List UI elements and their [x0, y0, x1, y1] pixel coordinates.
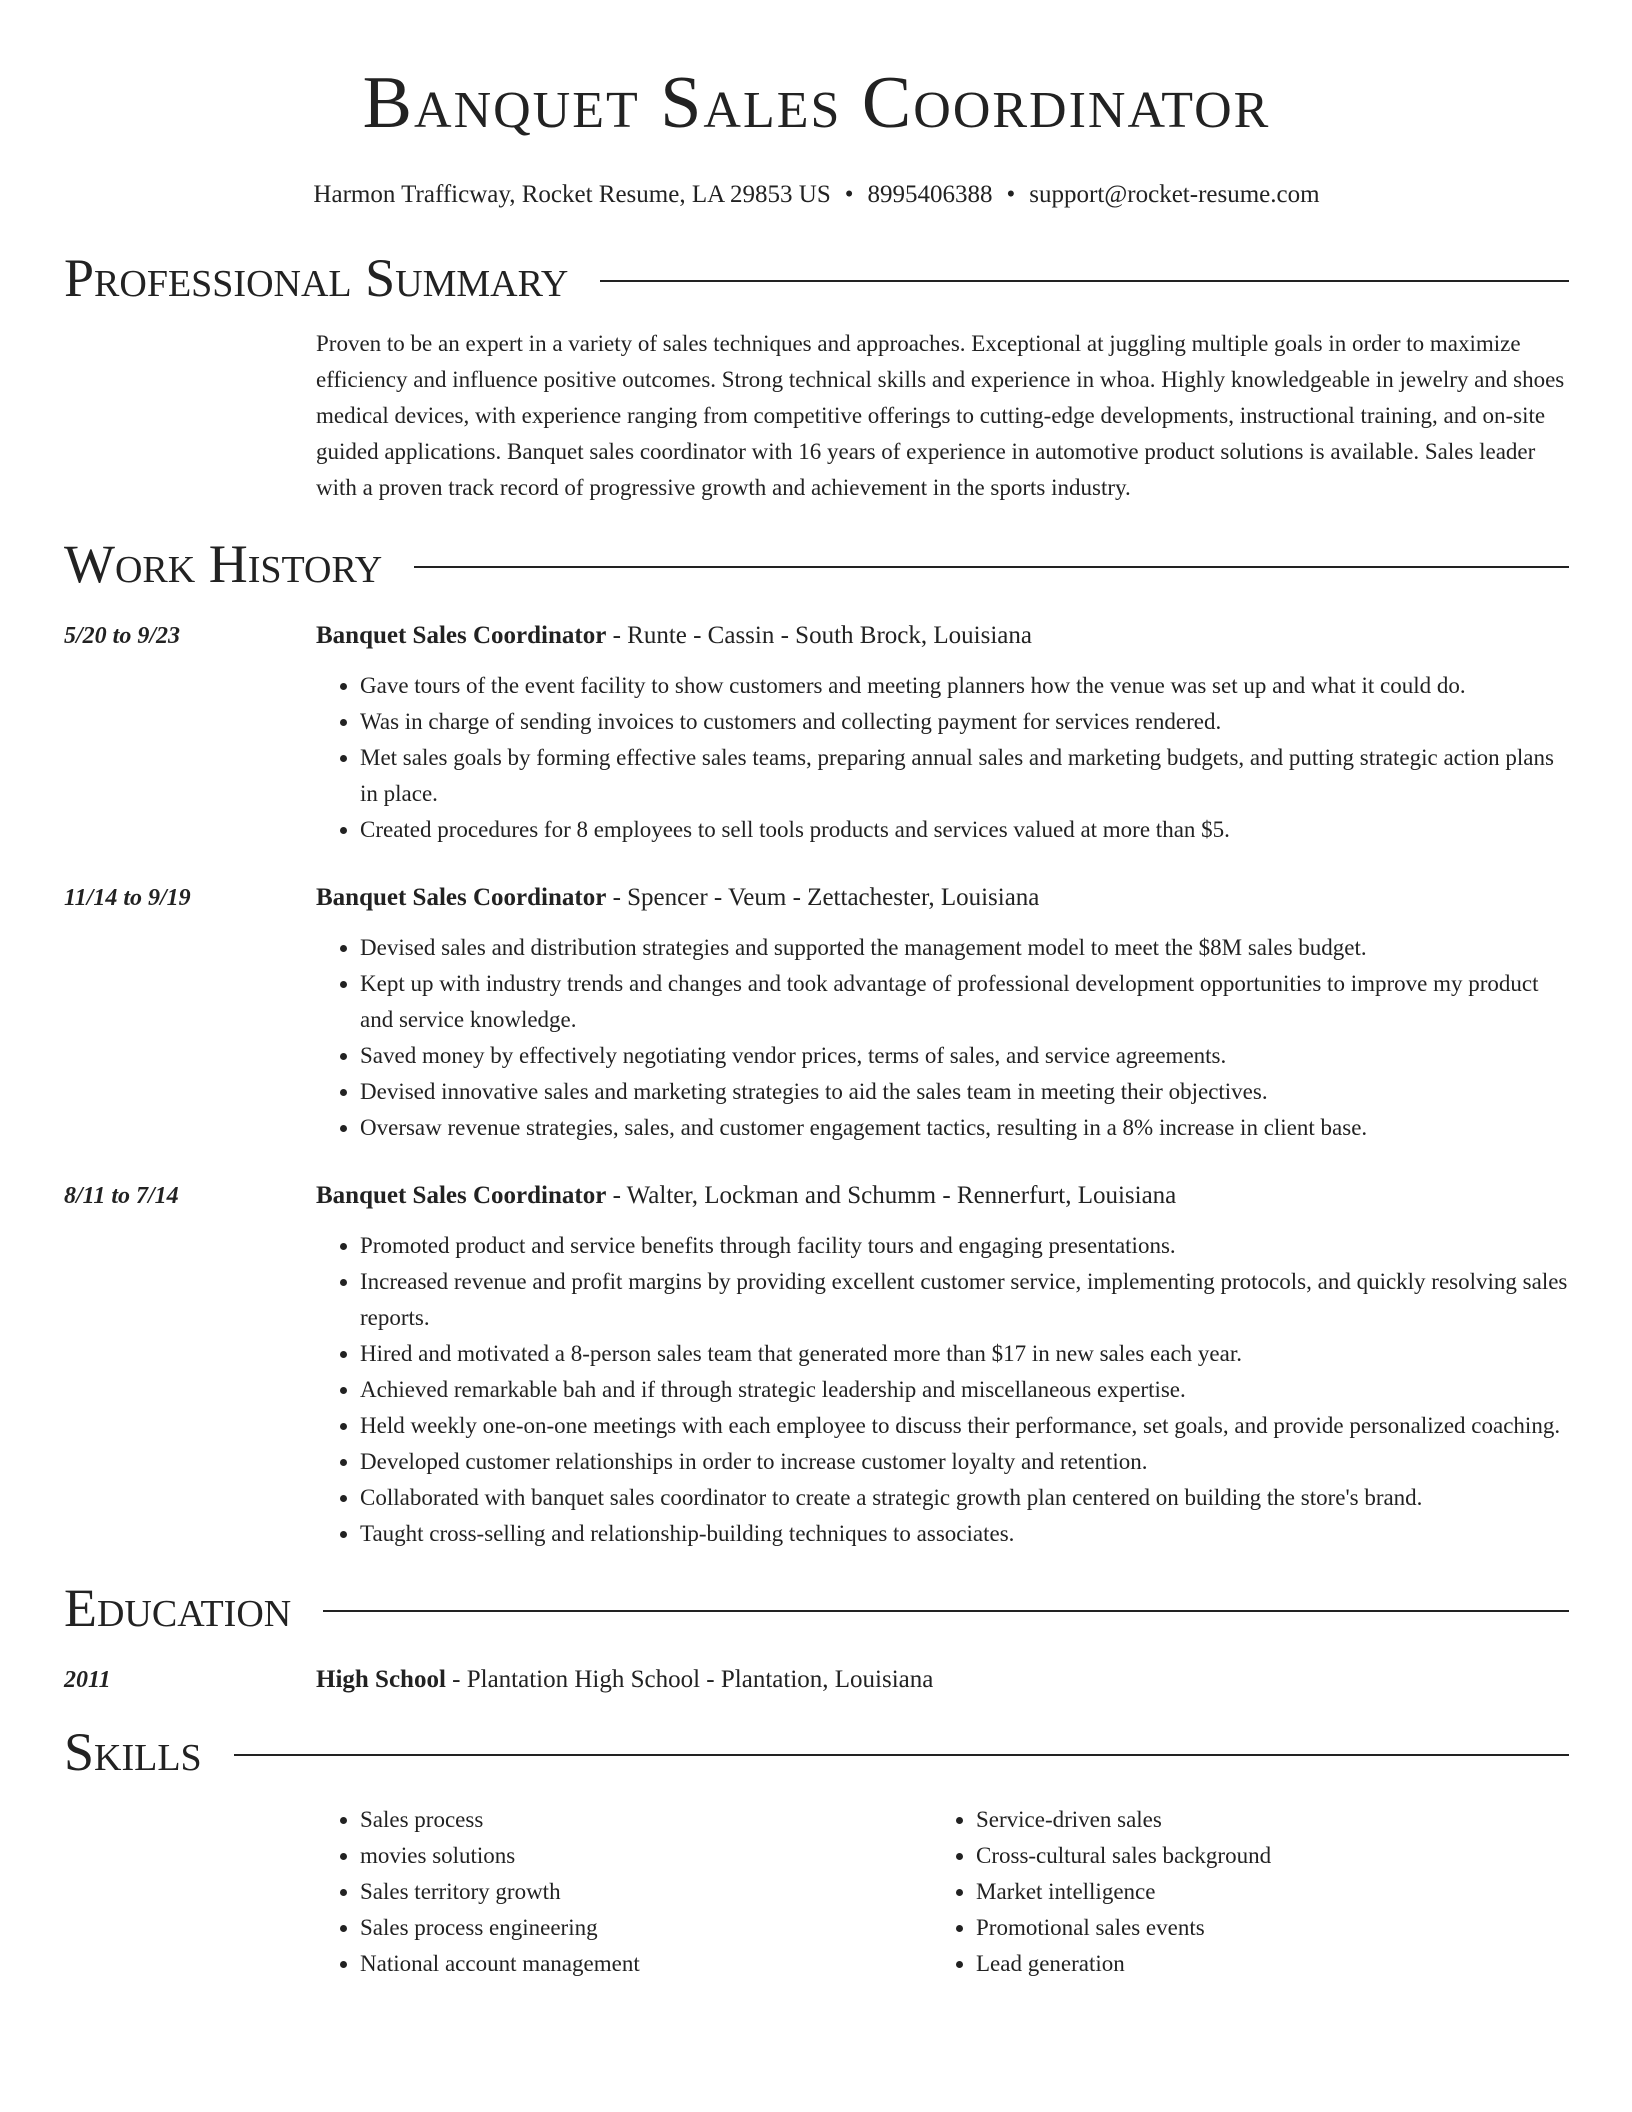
- contact-separator: •: [1006, 181, 1016, 208]
- skill-item: • Sales territory growth: [360, 1874, 932, 1910]
- job-bullets: [316, 668, 1569, 848]
- job-bullet: • Increased revenue and profit margins by providing excellent customer service, implementing protocols, and quickly resolving sales reports.: [360, 1264, 1569, 1336]
- job-dates: 11/14 to 9/19: [64, 885, 191, 911]
- contact-phone: 8995406388: [867, 181, 993, 208]
- skill-item: • Cross-cultural sales background: [976, 1838, 1271, 1874]
- job-entry: [64, 880, 1569, 1146]
- job-bullets: [316, 1228, 1569, 1552]
- skill-item: • National account management: [360, 1946, 932, 1982]
- job-bullet: • Achieved remarkable bah and if through strategic leadership and miscellaneous expertise.: [360, 1372, 1569, 1408]
- job-details: - Walter, Lockman and Schumm - Rennerfurt, Louisiana: [606, 1182, 1177, 1209]
- job-bullet: • Promoted product and service benefits through facility tours and engaging presentations.: [360, 1228, 1569, 1264]
- education-heading: Education: [64, 1578, 292, 1638]
- job-dates: 8/11 to 7/14: [64, 1183, 179, 1209]
- section-divider: [600, 280, 1569, 282]
- job-bullets: [316, 930, 1569, 1146]
- skill-item: • movies solutions: [360, 1838, 932, 1874]
- education-details: - Plantation High School - Plantation, Louisiana: [445, 1666, 934, 1693]
- job-bullet: • Met sales goals by forming effective sales teams, preparing annual sales and marketing budgets, and putting strategic action plans in place.: [360, 740, 1569, 812]
- job-details: - Spencer - Veum - Zettachester, Louisiana: [606, 884, 1040, 911]
- job-bullet: • Kept up with industry trends and changes and took advantage of professional development opportunities to improve my product and service knowledge.: [360, 966, 1569, 1038]
- job-dates: 5/20 to 9/23: [64, 623, 181, 649]
- section-divider: [323, 1610, 1569, 1612]
- job-body: [316, 880, 1569, 1146]
- job-title: Banquet Sales Coordinator: [316, 1182, 607, 1209]
- job-entry: [64, 1178, 1569, 1552]
- work-section-heading: [64, 532, 1569, 596]
- education-entry: [64, 1662, 1569, 1698]
- summary-text: Proven to be an expert in a variety of sales techniques and approaches. Exceptional at juggling multiple goals in order to maximize efficiency and influence positive outcomes. Strong technical skills and experience in whoa. Highly knowledgeable in jewelry and shoes medical devices, with experience ranging from competitive offerings to cutting-edge developments, instructional training, and on-site guided applications. Banquet sales coordinator with 16 years of experience in automotive product solutions is available. Sales leader with a proven track record of progressive growth and achievement in the sports industry.: [316, 331, 1565, 500]
- skill-item: • Promotional sales events: [976, 1910, 1271, 1946]
- summary-section-heading: [64, 246, 1569, 310]
- job-title-line: [316, 1178, 1569, 1214]
- skill-item: • Sales process: [360, 1802, 932, 1838]
- skill-item: • Sales process engineering: [360, 1910, 932, 1946]
- job-bullet: • Oversaw revenue strategies, sales, and customer engagement tactics, resulting in a 8% increase in client base.: [360, 1110, 1569, 1146]
- skills-column-right: [932, 1802, 1271, 1982]
- skills-column-left: [316, 1802, 932, 1982]
- education-section-heading: [64, 1576, 1569, 1640]
- education-body: [316, 1662, 1569, 1698]
- education-degree: High School: [316, 1666, 446, 1693]
- job-bullet: • Saved money by effectively negotiating vendor prices, terms of sales, and service agreements.: [360, 1038, 1569, 1074]
- section-divider: [414, 566, 1569, 568]
- summary-heading: Professional Summary: [64, 248, 569, 308]
- skills-list: [316, 1802, 1569, 1982]
- section-divider: [234, 1754, 1569, 1756]
- skill-item: • Lead generation: [976, 1946, 1271, 1982]
- job-details: - Runte - Cassin - South Brock, Louisiana: [606, 622, 1032, 649]
- education-year: 2011: [64, 1667, 111, 1693]
- skills-section-heading: [64, 1720, 1569, 1784]
- job-title-line: [316, 880, 1569, 916]
- skill-item: • Service-driven sales: [976, 1802, 1271, 1838]
- job-body: [316, 618, 1569, 848]
- job-bullet: • Developed customer relationships in order to increase customer loyalty and retention.: [360, 1444, 1569, 1480]
- job-bullet: • Collaborated with banquet sales coordinator to create a strategic growth plan centered on building the store's brand.: [360, 1480, 1569, 1516]
- candidate-name: Banquet Sales Coordinator: [362, 62, 1271, 144]
- skill-item: • Market intelligence: [976, 1874, 1271, 1910]
- job-bullet: • Hired and motivated a 8-person sales team that generated more than $17 in new sales each year.: [360, 1336, 1569, 1372]
- job-title: Banquet Sales Coordinator: [316, 622, 607, 649]
- contact-separator: •: [844, 181, 854, 208]
- job-body: [316, 1178, 1569, 1552]
- job-bullet: • Created procedures for 8 employees to sell tools products and services valued at more than $5.: [360, 812, 1569, 848]
- skills-heading: Skills: [64, 1722, 202, 1782]
- education-line: [316, 1662, 1569, 1698]
- job-bullet: • Held weekly one-on-one meetings with each employee to discuss their performance, set goals, and provide personalized coaching.: [360, 1408, 1569, 1444]
- job-bullet: • Devised sales and distribution strategies and supported the management model to meet the $8M sales budget.: [360, 930, 1569, 966]
- contact-address: Harmon Trafficway, Rocket Resume, LA 29853 US: [313, 181, 831, 208]
- contact-line: [64, 178, 1569, 212]
- contact-email: support@rocket-resume.com: [1029, 181, 1320, 208]
- job-bullet: • Taught cross-selling and relationship-building techniques to associates.: [360, 1516, 1569, 1552]
- job-bullet: • Gave tours of the event facility to show customers and meeting planners how the venue was set up and what it could do.: [360, 668, 1569, 704]
- work-heading: Work History: [64, 534, 383, 594]
- job-title-line: [316, 618, 1569, 654]
- job-title: Banquet Sales Coordinator: [316, 884, 607, 911]
- job-entry: [64, 618, 1569, 848]
- job-bullet: • Devised innovative sales and marketing strategies to aid the sales team in meeting their objectives.: [360, 1074, 1569, 1110]
- job-bullet: • Was in charge of sending invoices to customers and collecting payment for services rendered.: [360, 704, 1569, 740]
